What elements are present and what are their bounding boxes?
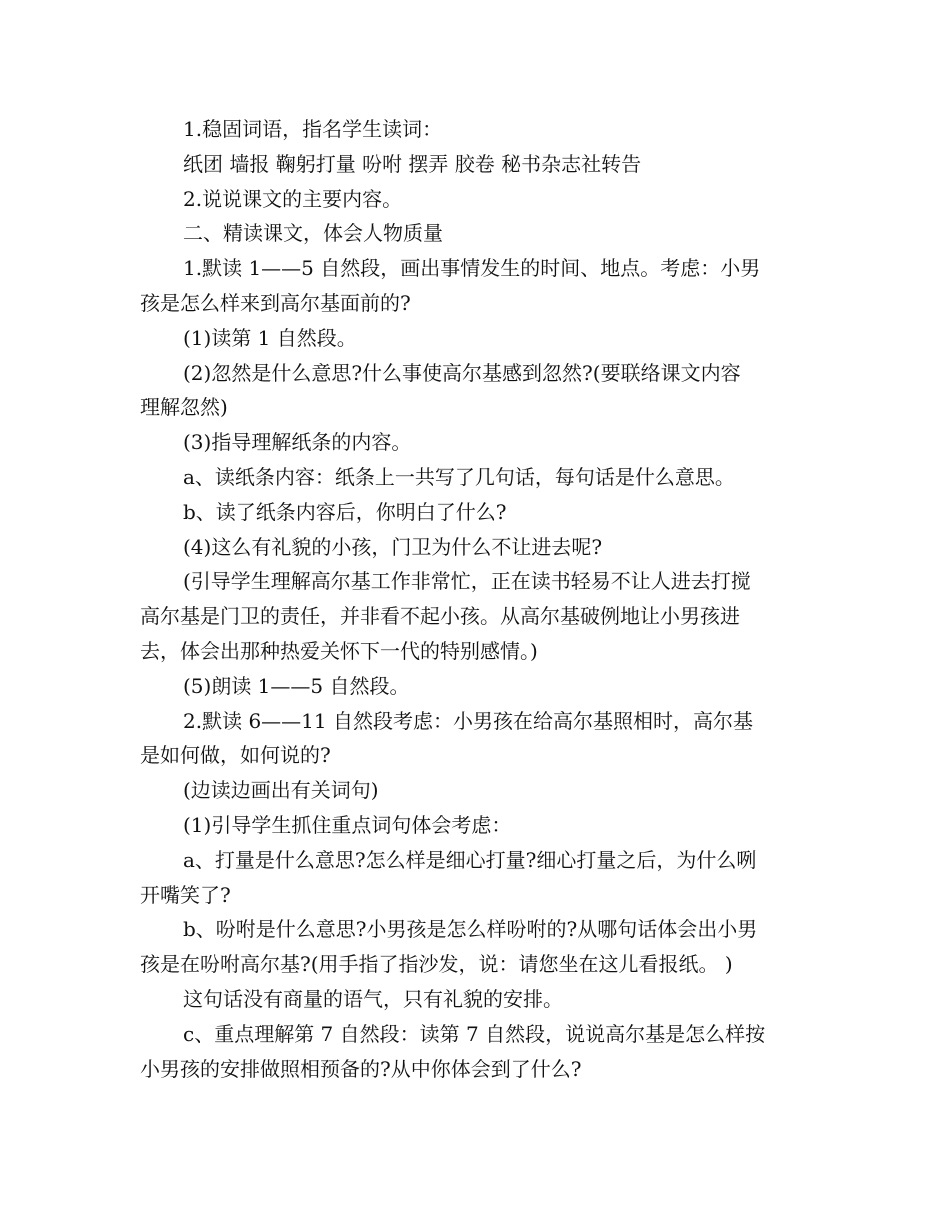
text-line: 开嘴笑了? xyxy=(140,882,231,907)
section-heading: 二、精读课文，体会人物质量 xyxy=(183,221,443,246)
text-line: (2)忽然是什么意思?什么事使高尔基感到忽然?(要联络课文内容 xyxy=(183,360,741,385)
text-line: (3)指导理解纸条的内容。 xyxy=(183,430,412,455)
document-body xyxy=(140,112,812,1086)
text-line: 小男孩的安排做照相预备的?从中你体会到了什么? xyxy=(140,1056,582,1081)
text-line: (1)引导学生抓住重点词句体会考虑： xyxy=(183,812,512,837)
text-line: c、重点理解第 7 自然段：读第 7 自然段，说说高尔基是怎么样按 xyxy=(183,1021,766,1046)
text-line: 2.说说课文的主要内容。 xyxy=(183,186,403,211)
text-line: 2.默读 6——11 自然段考虑：小男孩在给高尔基照相时，高尔基 xyxy=(183,708,753,733)
text-line: b、读了纸条内容后，你明白了什么? xyxy=(183,499,507,524)
text-line: a、打量是什么意思?怎么样是细心打量?细心打量之后，为什么咧 xyxy=(183,847,757,872)
text-line: 1.默读 1——5 自然段，画出事情发生的时间、地点。考虑：小男 xyxy=(183,256,761,281)
text-line: (边读边画出有关词句) xyxy=(183,778,379,803)
text-line: 去，体会出那种热爱关怀下一代的特别感情。) xyxy=(140,638,538,663)
text-line: 是如何做，如何说的? xyxy=(140,743,331,768)
text-line: a、读纸条内容：纸条上一共写了几句话，每句话是什么意思。 xyxy=(183,464,735,489)
text-line: 纸团 墙报 鞠躬打量 吩咐 摆弄 胶卷 秘书杂志社转告 xyxy=(183,151,642,176)
text-line: (引导学生理解高尔基工作非常忙，正在读书轻易不让人进去打搅 xyxy=(183,569,751,594)
text-line: 孩是在吩咐高尔基?(用手指了指沙发，说：请您坐在这儿看报纸。 ) xyxy=(140,952,733,977)
text-line: (4)这么有礼貌的小孩，门卫为什么不让进去呢? xyxy=(183,534,603,559)
text-line: 1.稳固词语，指名学生读词： xyxy=(183,117,443,141)
text-line: b、吩咐是什么意思?小男孩是怎么样吩咐的?从哪句话体会出小男 xyxy=(183,917,758,942)
text-line: 理解忽然) xyxy=(140,395,228,420)
text-line: 这句话没有商量的语气，只有礼貌的安排。 xyxy=(183,986,563,1011)
text-line: (1)读第 1 自然段。 xyxy=(183,325,357,350)
text-line: 孩是怎么样来到高尔基面前的? xyxy=(140,290,411,315)
text-line: 高尔基是门卫的责任，并非看不起小孩。从高尔基破例地让小男孩进 xyxy=(140,604,740,629)
text-line: (5)朗读 1——5 自然段。 xyxy=(183,673,410,698)
